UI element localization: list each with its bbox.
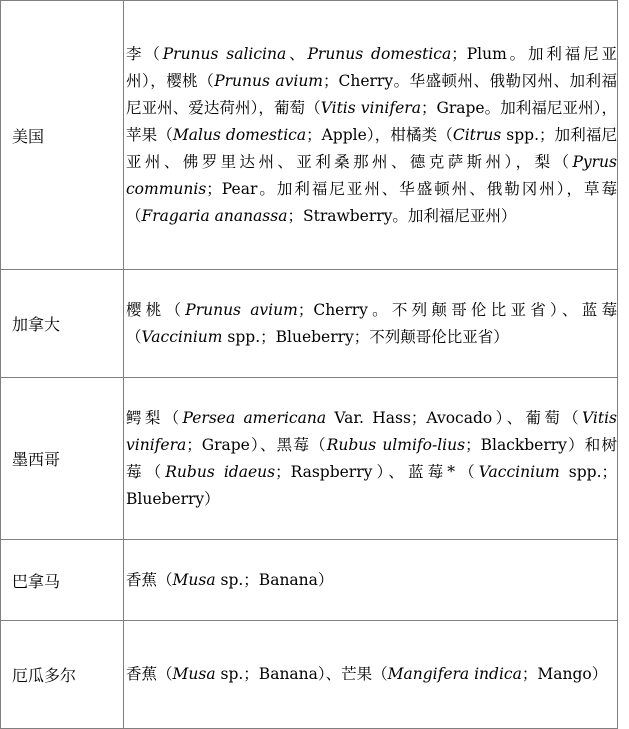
text-segment: sp.；Banana） xyxy=(215,570,334,589)
species-name: Prunus salicina xyxy=(162,44,287,63)
species-name: Musa xyxy=(172,665,216,683)
text-segment: ；Cherry。不列颠哥伦比亚省）、蓝莓（ xyxy=(126,300,617,346)
text-segment: spp.；Blueberry） xyxy=(126,462,617,508)
species-name: Vitis vinifera xyxy=(320,98,421,117)
content-cell xyxy=(124,621,618,729)
species-name: Fragaria ananassa xyxy=(141,206,288,225)
species-name: Vitis vinifera xyxy=(126,408,618,454)
country-cell: 加拿大 xyxy=(1,270,124,378)
text-segment: ；Cherry。华盛顿州、俄勒冈州、加利福尼亚州、爱达荷州），葡萄（ xyxy=(126,71,617,117)
content-cell xyxy=(124,270,618,378)
text-segment: ；Mango） xyxy=(521,665,608,683)
text-segment: 香蕉（ xyxy=(126,665,173,683)
country-cell: 美国 xyxy=(1,1,124,270)
species-name: Citrus xyxy=(452,125,502,144)
species-name: Pyrus communis xyxy=(126,152,617,198)
country-cell: 巴拿马 xyxy=(1,540,124,621)
text-segment: spp.；Blueberry；不列颠哥伦比亚省） xyxy=(222,327,509,346)
species-name: Malus domestica xyxy=(172,125,307,144)
species-name: Vaccinium xyxy=(141,327,223,346)
text-segment: Var. Hass；Avocado）、葡萄（ xyxy=(326,408,582,427)
table-row xyxy=(1,378,618,540)
species-name: Vaccinium xyxy=(478,462,560,481)
text-segment: ；Strawberry。加利福尼亚州） xyxy=(287,206,517,225)
text-segment: 李（ xyxy=(126,44,163,63)
species-name: Persea americana xyxy=(182,408,327,427)
country-cell: 墨西哥 xyxy=(1,378,124,540)
text-segment: 香蕉（ xyxy=(126,570,173,589)
country-cell: 厄瓜多尔 xyxy=(1,621,124,729)
species-name: Prunus avium xyxy=(185,300,298,319)
text-segment: ；Pear。加利福尼亚州、华盛顿州、俄勒冈州），草莓（ xyxy=(126,179,617,225)
table-row xyxy=(1,1,618,270)
species-name: Rubus idaeus xyxy=(165,462,276,481)
content-cell xyxy=(124,540,618,621)
text-segment: ；Blackberry）和树莓（ xyxy=(126,435,617,481)
text-segment: ；Grape）、黑莓（ xyxy=(186,435,327,454)
content-cell xyxy=(124,378,618,540)
text-segment: ；Apple），柑橘类（ xyxy=(306,125,453,144)
text-segment: 樱桃（ xyxy=(126,300,186,319)
text-segment: spp.；加利福尼亚州、佛罗里达州、亚利桑那州、德克萨斯州），梨（ xyxy=(126,125,618,171)
text-segment: ；Raspberry）、蓝莓*（ xyxy=(275,462,479,481)
table-row xyxy=(1,540,618,621)
text-segment: ；Plum。加利福尼亚州），樱桃（ xyxy=(126,44,617,90)
species-name: Musa xyxy=(172,570,216,589)
content-cell xyxy=(124,1,618,270)
text-segment: 、 xyxy=(286,44,308,63)
species-name: Prunus avium xyxy=(214,71,323,90)
table-row xyxy=(1,621,618,729)
species-name: Prunus domestica xyxy=(307,44,452,63)
text-segment: 鳄梨（ xyxy=(126,408,183,427)
text-segment: ；Grape。加利福尼亚州），苹果（ xyxy=(126,98,617,144)
text-segment: sp.；Banana）、芒果（ xyxy=(215,665,388,683)
species-name: Rubus ulmifo-lius xyxy=(326,435,466,454)
species-name: Mangifera indica xyxy=(387,665,522,683)
table-row xyxy=(1,270,618,378)
